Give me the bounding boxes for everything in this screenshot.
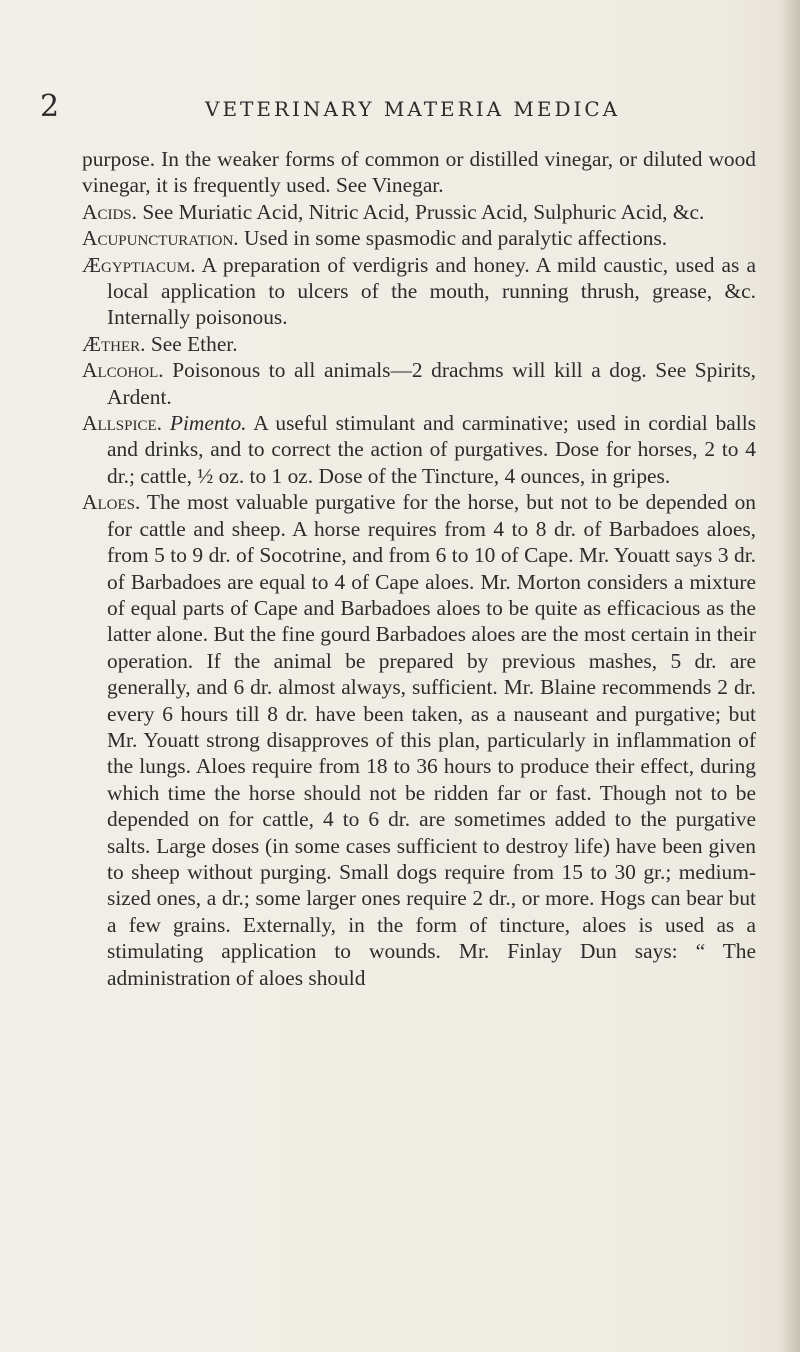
entry-alcohol	[82, 357, 756, 410]
entry-aegyptiacum	[82, 252, 756, 331]
entry-italic-term: Pimento.	[169, 411, 247, 436]
entry-acids	[82, 199, 756, 225]
body-text	[82, 146, 756, 991]
entry-headword: Allspice.	[82, 411, 162, 436]
entry-text: See Muriatic Acid, Nitric Acid, Prussic Acid, Sulphuric Acid, &c.	[136, 199, 705, 224]
entry-aether	[82, 331, 756, 357]
entry-allspice	[82, 410, 756, 489]
entry-text: purpose. In the weaker forms of common or distilled vinegar, or diluted wood vinegar, it is frequently used. See Vinegar.	[82, 147, 756, 198]
entry-headword: Æther.	[82, 331, 146, 356]
entry-text: Used in some spasmodic and paralytic affections.	[238, 226, 668, 251]
entry-text: Poisonous to all animals—2 drachms will kill a dog. See Spirits, Ardent.	[107, 358, 756, 409]
entry-text: The most valuable purgative for the horse, but not to be depended on for cattle and sheep. A horse requires from 4 to 8 dr. of Barbadoes aloes, from 5 to 9 dr. of Socotrine, and from 6 to 10 of Cape. Mr. Youatt says 3 dr. of Barbadoes are equal to 4 of Cape aloes. Mr. Morton considers a mixture of equal parts of Cape and Barbadoes aloes to be quite as efficacious as the latter alone. But the fine gourd Barbadoes aloes are the most certain in their operation. If the animal be prepared by previous mashes, 5 dr. are generally, and 6 dr. almost always, sufficient. Mr. Blaine recommends 2 dr. every 6 hours till 8 dr. have been taken, as a nauseant and purgative; but Mr. Youatt strong disapproves of this plan, particularly in inflammation of the lungs. Aloes require from 18 to 36 hours to produce their effect, during which time the horse should not be ridden far or fast. Though not to be depended on for cattle, 4 to 6 dr. are sometimes added to the purgative salts. Large doses (in some cases sufficient to destroy life) have been given to sheep without purging. Small dogs require from 15 to 30 gr.; medium-sized ones, a dr.; some larger ones require 2 dr., or more. Hogs can bear but a few grains. Externally, in the form of tincture, aloes is used as a stimulating application to wounds. Mr. Finlay Dun says: “ The administration of aloes should	[107, 490, 756, 990]
entry-acupuncturation	[82, 225, 756, 251]
entry-continuation	[82, 146, 756, 199]
running-head: VETERINARY MATERIA MEDICA	[205, 97, 621, 121]
entry-headword: Acupuncturation.	[82, 226, 239, 251]
entry-headword: Aloes.	[82, 490, 141, 515]
page-header	[40, 89, 740, 132]
entry-headword: Alcohol.	[82, 358, 164, 383]
entry-aloes	[82, 489, 756, 991]
entry-text: A preparation of verdigris and honey. A mild caustic, used as a local application to ulcers of the mouth, running thrush, grease, &c. Internally poisonous.	[107, 252, 756, 330]
entry-headword: Ægyptiacum.	[82, 252, 196, 277]
entry-text: A useful stimulant and carminative; used in cordial balls and drinks, and to correct the action of purgatives. Dose for horses, 2 to 4 dr.; cattle, ½ oz. to 1 oz. Dose of the Tincture, 4 ounces, in gripes.	[107, 411, 756, 488]
entry-headword: Acids.	[82, 199, 137, 224]
entry-text: See Ether.	[145, 331, 238, 356]
page-edge-shadow	[782, 0, 800, 1352]
page-number: 2	[40, 89, 60, 124]
